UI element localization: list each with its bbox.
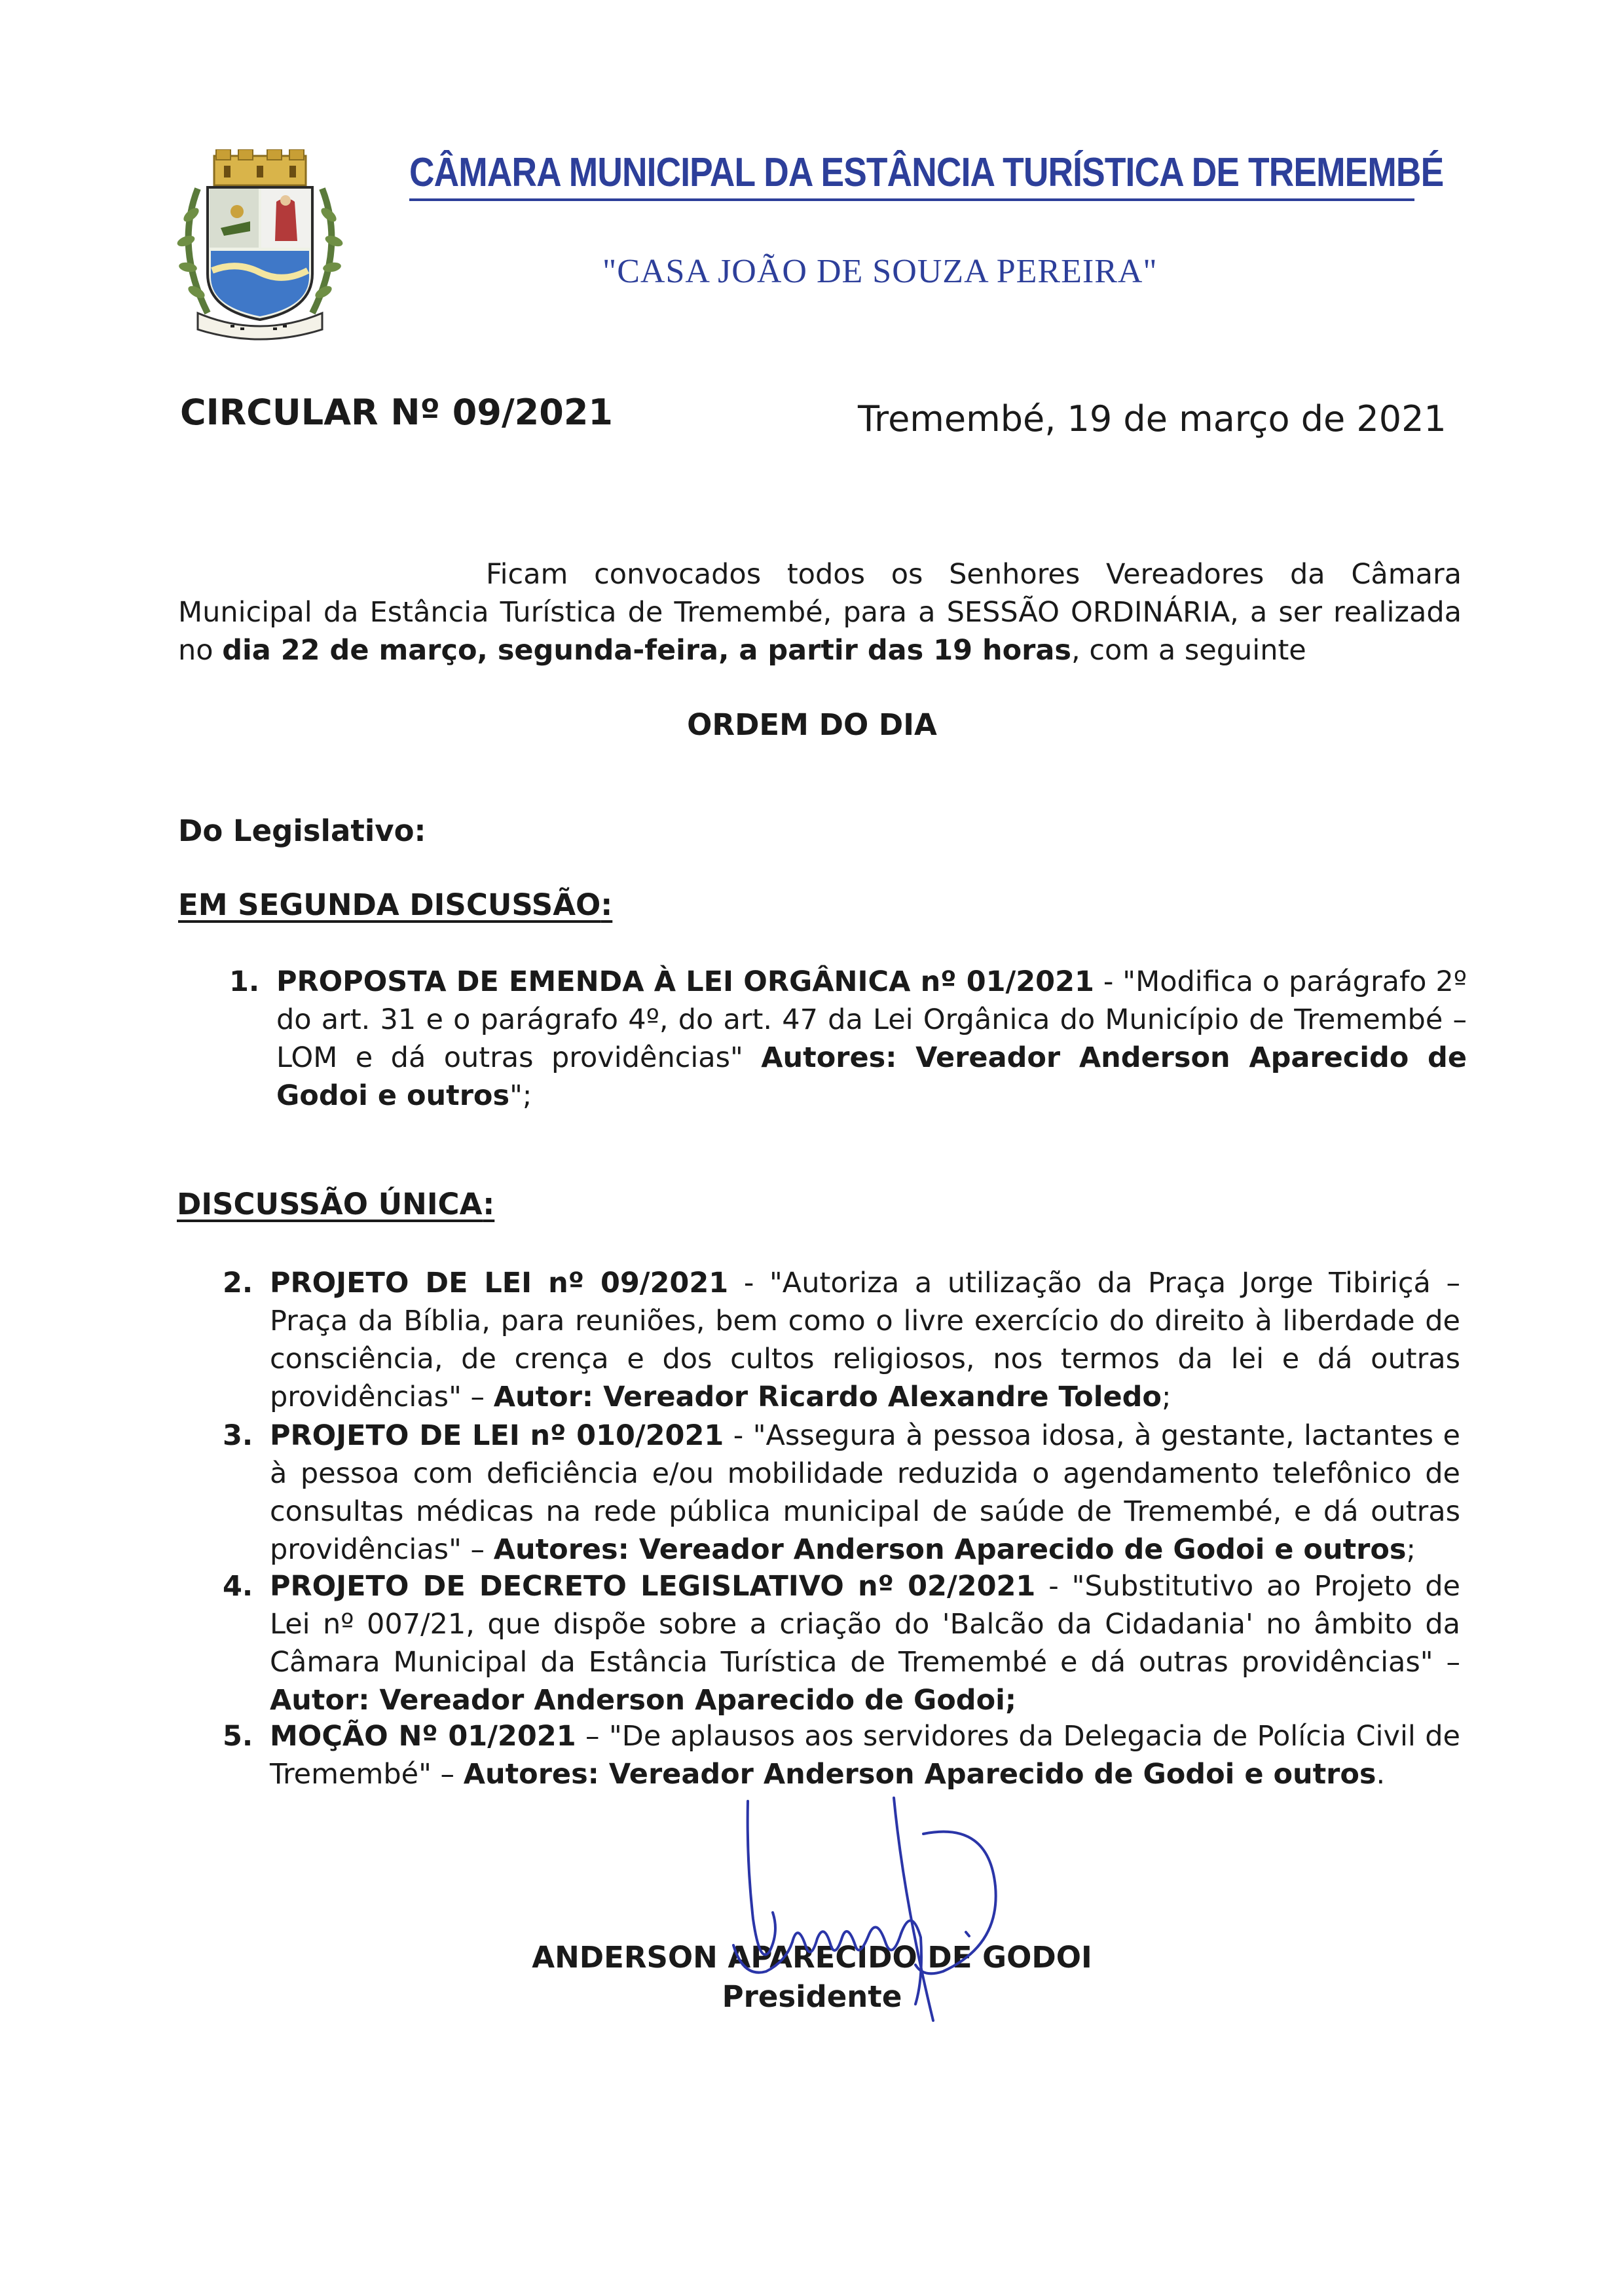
circular-date: Tremembé, 19 de março de 2021 [858,398,1447,439]
intro-text-3: , com a seguinte [1071,634,1306,667]
intro-session-time: dia 22 de março, segunda-feira, a partir das 19 horas [222,634,1071,667]
item-end: "; [509,1079,532,1112]
legislative-label: Do Legislativo: [178,813,426,848]
item-number: 1. [229,965,260,998]
item-authors: Autores: Vereador Anderson Aparecido de Godoi e outros [276,1041,1467,1112]
item-number: 4. [223,1570,253,1603]
title-underline [409,198,1414,201]
municipal-coat-of-arms-icon [172,149,348,346]
item-title: PROJETO DE LEI nº 010/2021 [270,1419,724,1452]
chamber-title: CÂMARA MUNICIPAL DA ESTÂNCIA TURÍSTICA DE TREMEMBÉ [409,150,1444,195]
agenda-heading: ORDEM DO DIA [687,707,937,742]
agenda-item [223,1264,1460,1416]
house-name: "CASA JOÃO DE SOUZA PEREIRA" [602,253,1158,290]
item-number: 5. [223,1720,253,1753]
agenda-item [223,1417,1460,1569]
signatory-name: ANDERSON APARECIDO DE GODOI [532,1940,1092,1975]
intro-text-1: Ficam convocados todos os Senhores Vereadores da Câmara Municipal da Estância Turística de Tremembé, para a SESSÃO ORDINÁRIA, a ser realizada no [178,558,1462,667]
section-second-discussion: EM SEGUNDA DISCUSSÃO: [178,887,613,922]
item-text: - "Modifica o parágrafo 2º do art. 31 e o parágrafo 4º, do art. 47 da Lei Orgânica do Município de Tremembé – LOM e dá outras providências" [276,965,1467,1074]
item-authors: Autores: Vereador Anderson Aparecido de Godoi e outros [493,1533,1407,1566]
item-title: MOÇÃO Nº 01/2021 [270,1720,576,1753]
item-end: ; [1161,1381,1172,1413]
item-text: – "De aplausos aos servidores da Delegacia de Polícia Civil de Tremembé" – [270,1720,1460,1791]
agenda-item [229,963,1467,1115]
item-number: 2. [223,1267,253,1299]
handwritten-signature-icon [707,1781,1048,2030]
item-number: 3. [223,1419,253,1452]
item-title: PROJETO DE DECRETO LEGISLATIVO nº 02/2021 [270,1570,1036,1603]
item-end: ; [1406,1533,1416,1566]
section-single-label: DISCUSSÃO ÚNICA [177,1187,483,1221]
item-title: PROPOSTA DE EMENDA À LEI ORGÂNICA nº 01/2021 [276,965,1094,998]
item-text: - "Assegura à pessoa idosa, à gestante, lactantes e à pessoa com deficiência e/ou mobilidade reduzida o agendamento telefônico de consultas médicas na rede pública municipal de saúde de Tremembé, e dá outras providências" – [270,1419,1460,1566]
item-text: - "Substitutivo ao Projeto de Lei nº 007/21, que dispõe sobre a criação do 'Balcão da Cidadania' no âmbito da Câmara Municipal da Estância Turística de Tremembé e dá outras providências" – [270,1570,1460,1679]
item-text: - "Autoriza a utilização da Praça Jorge Tibiriçá – Praça da Bíblia, para reuniões, bem como o livre exercício do direito à liberdade de consciência, de crença e dos cultos religiosos, nos termos da lei e dá outras providências" – [270,1267,1461,1413]
section-second-label: EM SEGUNDA DISCUSSÃO [178,887,601,922]
item-end: . [1376,1758,1386,1791]
item-title: PROJETO DE LEI nº 09/2021 [270,1267,729,1299]
item-authors: Autor: Vereador Anderson Aparecido de Godoi; [270,1684,1017,1717]
section-single-discussion: DISCUSSÃO ÚNICA: [177,1187,495,1221]
item-authors: Autores: Vereador Anderson Aparecido de Godoi e outros [463,1758,1376,1791]
agenda-item [223,1567,1460,1719]
item-authors: Autor: Vereador Ricardo Alexandre Toledo [493,1381,1162,1413]
circular-number: CIRCULAR Nº 09/2021 [180,392,613,433]
intro-paragraph [178,555,1462,669]
signatory-title: Presidente [722,1979,902,2014]
